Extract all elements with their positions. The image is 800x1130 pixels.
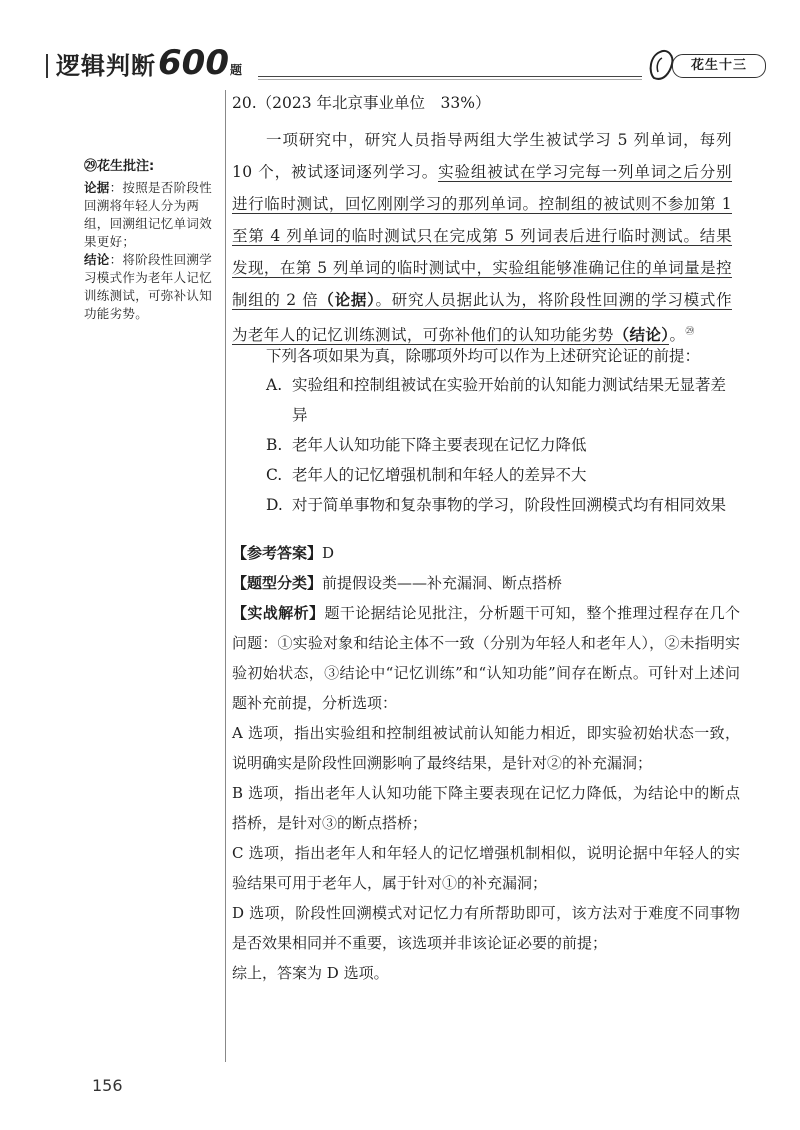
analysis-option-b: B 选项，指出老年人认知功能下降主要表现在记忆力降低，为结论中的断点搭桥，是针对③的断点搭桥； bbox=[232, 784, 740, 832]
option-label: A. bbox=[266, 376, 283, 394]
note-text-conclusion: ：将阶段性回溯学习模式作为老年人记忆训练测试，可弥补认知功能劣势。 bbox=[84, 252, 213, 321]
analysis-option-d: D 选项，阶段性回溯模式对记忆力有所帮助即可，该方法对于难度不同事物是否效果相同并不重要，该选项并非该论证必要的前提； bbox=[232, 904, 740, 952]
margin-note-conclusion bbox=[84, 251, 218, 323]
note-text-evidence: ：按照是否阶段性回溯将年轻人分为两组，回溯组记忆单词效果更好； bbox=[84, 180, 213, 249]
option-c bbox=[266, 460, 736, 490]
answer-section bbox=[232, 538, 740, 988]
note-label-evidence: 论据 bbox=[84, 180, 110, 195]
page-number: 156 bbox=[92, 1076, 123, 1095]
passage-part-1: 一项研究中，研究人员指导两组大学生被试学习 5 列单词，每列 10 个，被试逐词逐列学习。 bbox=[232, 131, 732, 181]
header-rule bbox=[258, 76, 642, 77]
book-title bbox=[56, 43, 242, 86]
analysis-label: 【实战解析】 bbox=[232, 604, 325, 622]
option-text: 实验组和控制组被试在实验开始前的认知能力测试结果无显著差异 bbox=[292, 376, 727, 424]
passage-part-2-underlined: 实验组被试在学习完每一列单词之后分别进行临时测试，回忆刚刚学习的那列单词。控制组的被试则不参加第 1 至第 4 列单词的临时测试只在完成第 5 列词表后进行临时测试。结果发现，在第 5 列单词的临时测试中，实验组能够准确记住的单词量是控制组的 2 倍 bbox=[232, 163, 732, 309]
brand-badge: 花生十三 bbox=[672, 54, 766, 78]
answer-label: 【参考答案】 bbox=[232, 544, 323, 562]
option-text: 老年人的记忆增强机制和年轻人的差异不大 bbox=[292, 466, 587, 484]
type-value: 前提假设类——补充漏洞、断点搭桥 bbox=[322, 574, 563, 592]
passage-part-3-underlined: 。研究人员据此认为，将阶段性回溯的学习模式作为老年人的记忆训练测试，可弥补他们的认知功能劣势 bbox=[232, 291, 732, 345]
book-title-suffix: 题 bbox=[229, 63, 242, 77]
header-tick bbox=[46, 54, 48, 78]
type-label: 【题型分类】 bbox=[232, 574, 323, 592]
answer-value: D bbox=[322, 544, 335, 562]
options-list bbox=[266, 370, 736, 520]
analysis-intro bbox=[232, 598, 740, 718]
question-header bbox=[232, 90, 490, 116]
analysis-option-c: C 选项，指出老年人和年轻人的记忆增强机制相似，说明论据中年轻人的实验结果可用于老年人，属于针对①的补充漏洞； bbox=[232, 844, 740, 892]
question-number: 20. bbox=[232, 94, 257, 112]
option-a bbox=[266, 370, 736, 430]
margin-note-evidence bbox=[84, 179, 218, 251]
option-d bbox=[266, 490, 736, 520]
margin-note bbox=[84, 158, 218, 323]
evidence-tag: （论据） bbox=[318, 290, 376, 309]
question-stem: 下列各项如果为真，除哪项外均可以作为上述研究论证的前提： bbox=[266, 347, 701, 365]
margin-note-title: ㉙花生批注: bbox=[84, 159, 155, 174]
conclusion-tag: （结论） bbox=[613, 325, 670, 345]
book-title-number: 600 bbox=[158, 43, 229, 83]
question-passage bbox=[232, 124, 732, 351]
analysis-intro-text: 题干论据结论见批注，分析题干可知，整个推理过程存在几个问题：①实验对象和结论主体不一致（分别为年轻人和老年人），②未指明实验初始状态，③结论中“记忆训练”和“认知功能”间存在断点。可针对上述问题补充前提，分析选项： bbox=[232, 604, 740, 712]
option-label: D. bbox=[266, 496, 283, 514]
column-divider bbox=[225, 90, 226, 1062]
header-rule-thin bbox=[258, 79, 642, 80]
reference-answer bbox=[232, 538, 740, 568]
annotation-marker: ㉙ bbox=[685, 327, 695, 337]
book-title-text: 逻辑判断 bbox=[56, 52, 156, 80]
question-source: （2023 年北京事业单位 33%） bbox=[256, 94, 491, 112]
option-text: 对于简单事物和复杂事物的学习，阶段性回溯模式均有相同效果 bbox=[292, 496, 727, 514]
option-text: 老年人认知功能下降主要表现在记忆力降低 bbox=[292, 436, 587, 454]
option-b bbox=[266, 430, 736, 460]
option-label: C. bbox=[266, 466, 283, 484]
analysis-summary: 综上，答案为 D 选项。 bbox=[232, 964, 389, 982]
passage-end: 。 bbox=[669, 326, 686, 345]
note-label-conclusion: 结论 bbox=[84, 252, 110, 267]
option-label: B. bbox=[266, 436, 283, 454]
question-type bbox=[232, 568, 740, 598]
analysis-option-a: A 选项，指出实验组和控制组被试前认知能力相近，即实验初始状态一致，说明确实是阶段性回溯影响了最终结果，是针对②的补充漏洞； bbox=[232, 724, 740, 772]
